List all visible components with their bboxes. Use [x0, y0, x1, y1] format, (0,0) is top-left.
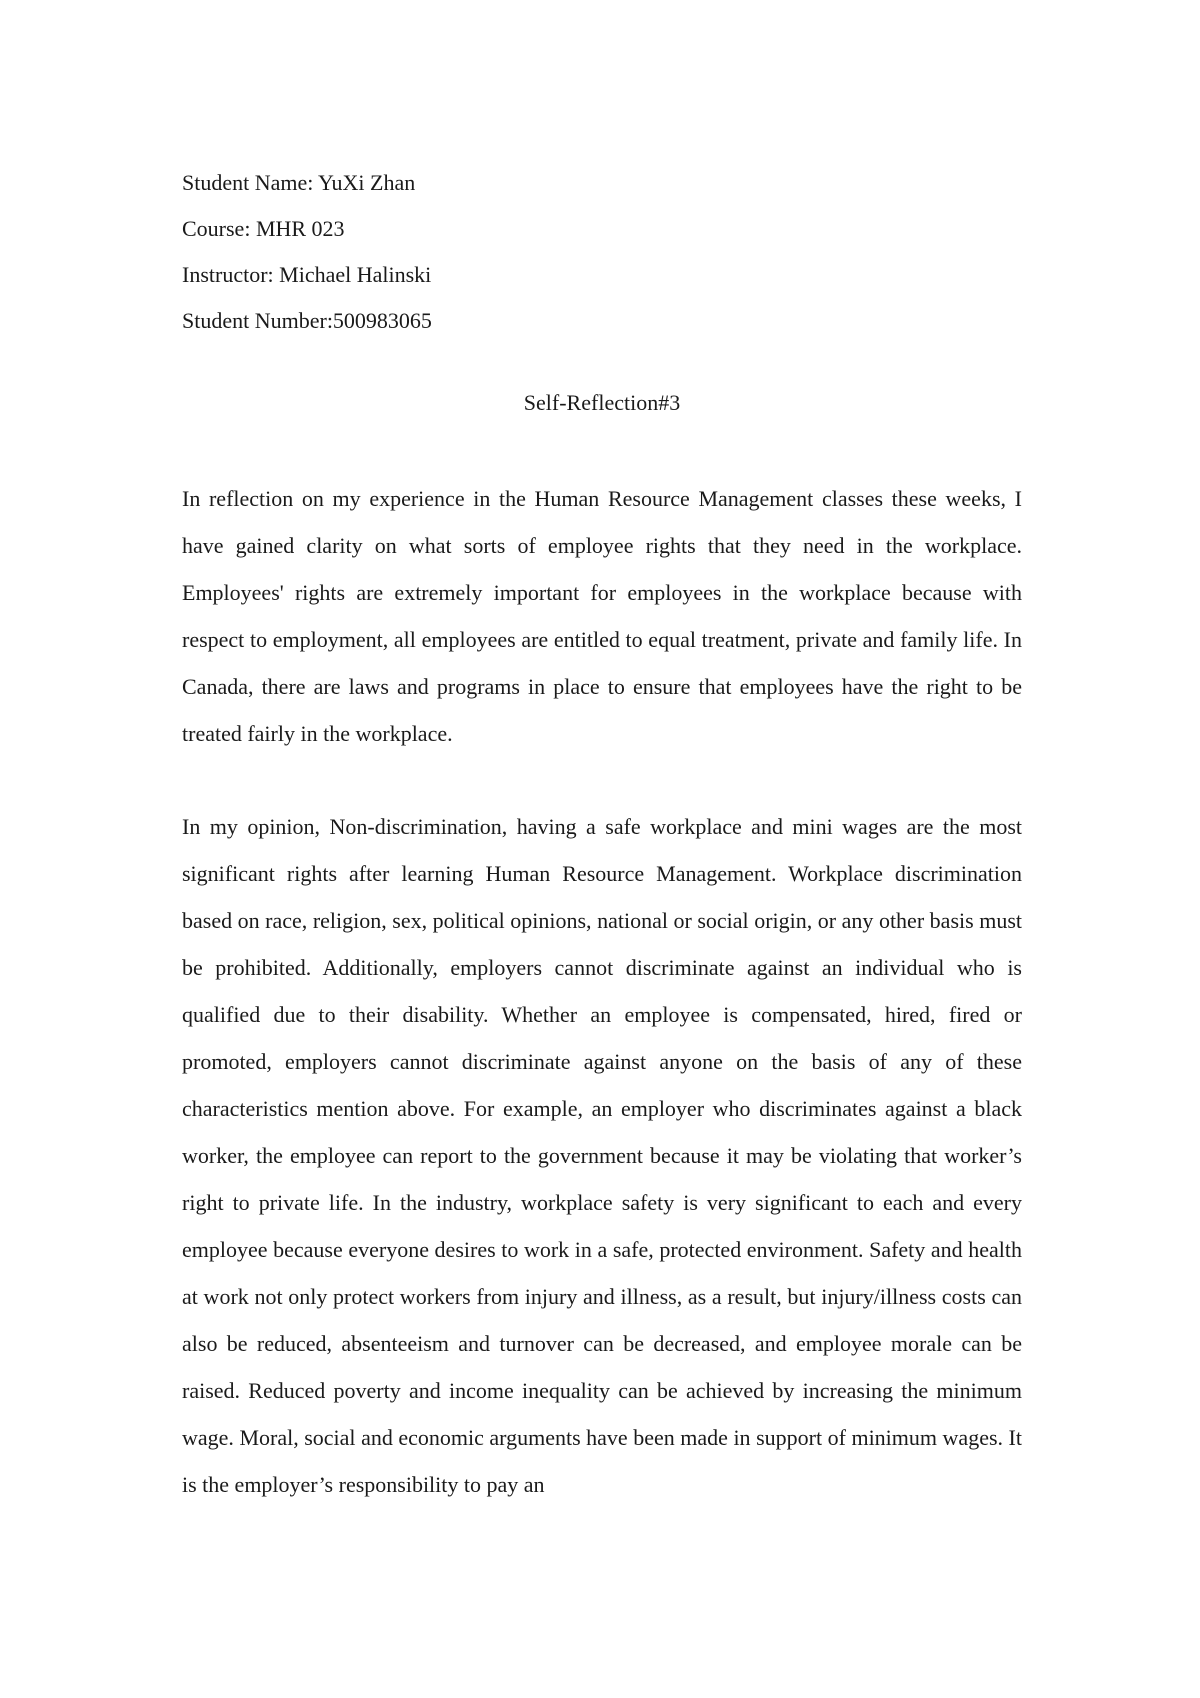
instructor-line: Instructor: Michael Halinski [182, 262, 432, 287]
student-info-header [182, 160, 1022, 344]
paragraph-2: In my opinion, Non-discrimination, having a safe workplace and mini wages are the most significant rights after learning Human Resource Management. Workplace discrimination based on race, religion, sex, political opinions, national or social origin, or any other basis must be prohibited. Additionally, employers cannot discriminate against an individual who is qualified due to their disability. Whether an employee is compensated, hired, fired or promoted, employers cannot discriminate against anyone on the basis of any of these characteristics mention above. For example, an employer who discriminates against a black worker, the employee can report to the government because it may be violating that worker’s right to private life. In the industry, workplace safety is very significant to each and every employee because everyone desires to work in a safe, protected environment. Safety and health at work not only protect workers from injury and illness, as a result, but injury/illness costs can also be reduced, absenteeism and turnover can be decreased, and employee morale can be raised. Reduced poverty and income inequality can be achieved by increasing the minimum wage. Moral, social and economic arguments have been made in support of minimum wages. It is the employer’s responsibility to pay an [182, 814, 1022, 1497]
document-title: Self-Reflection#3 [523, 390, 681, 415]
student-number-line: Student Number:500983065 [182, 308, 432, 333]
course-line: Course: MHR 023 [182, 216, 345, 241]
paragraph-1: In reflection on my experience in the Human Resource Management classes these weeks, I have gained clarity on what sorts of employee rights that they need in the workplace. Employees' rights are extremely important for employees in the workplace because with respect to employment, all employees are entitled to equal treatment, private and family life. In Canada, there are laws and programs in place to ensure that employees have the right to be treated fairly in the workplace. [182, 486, 1022, 746]
student-name-line: Student Name: YuXi Zhan [182, 170, 416, 195]
